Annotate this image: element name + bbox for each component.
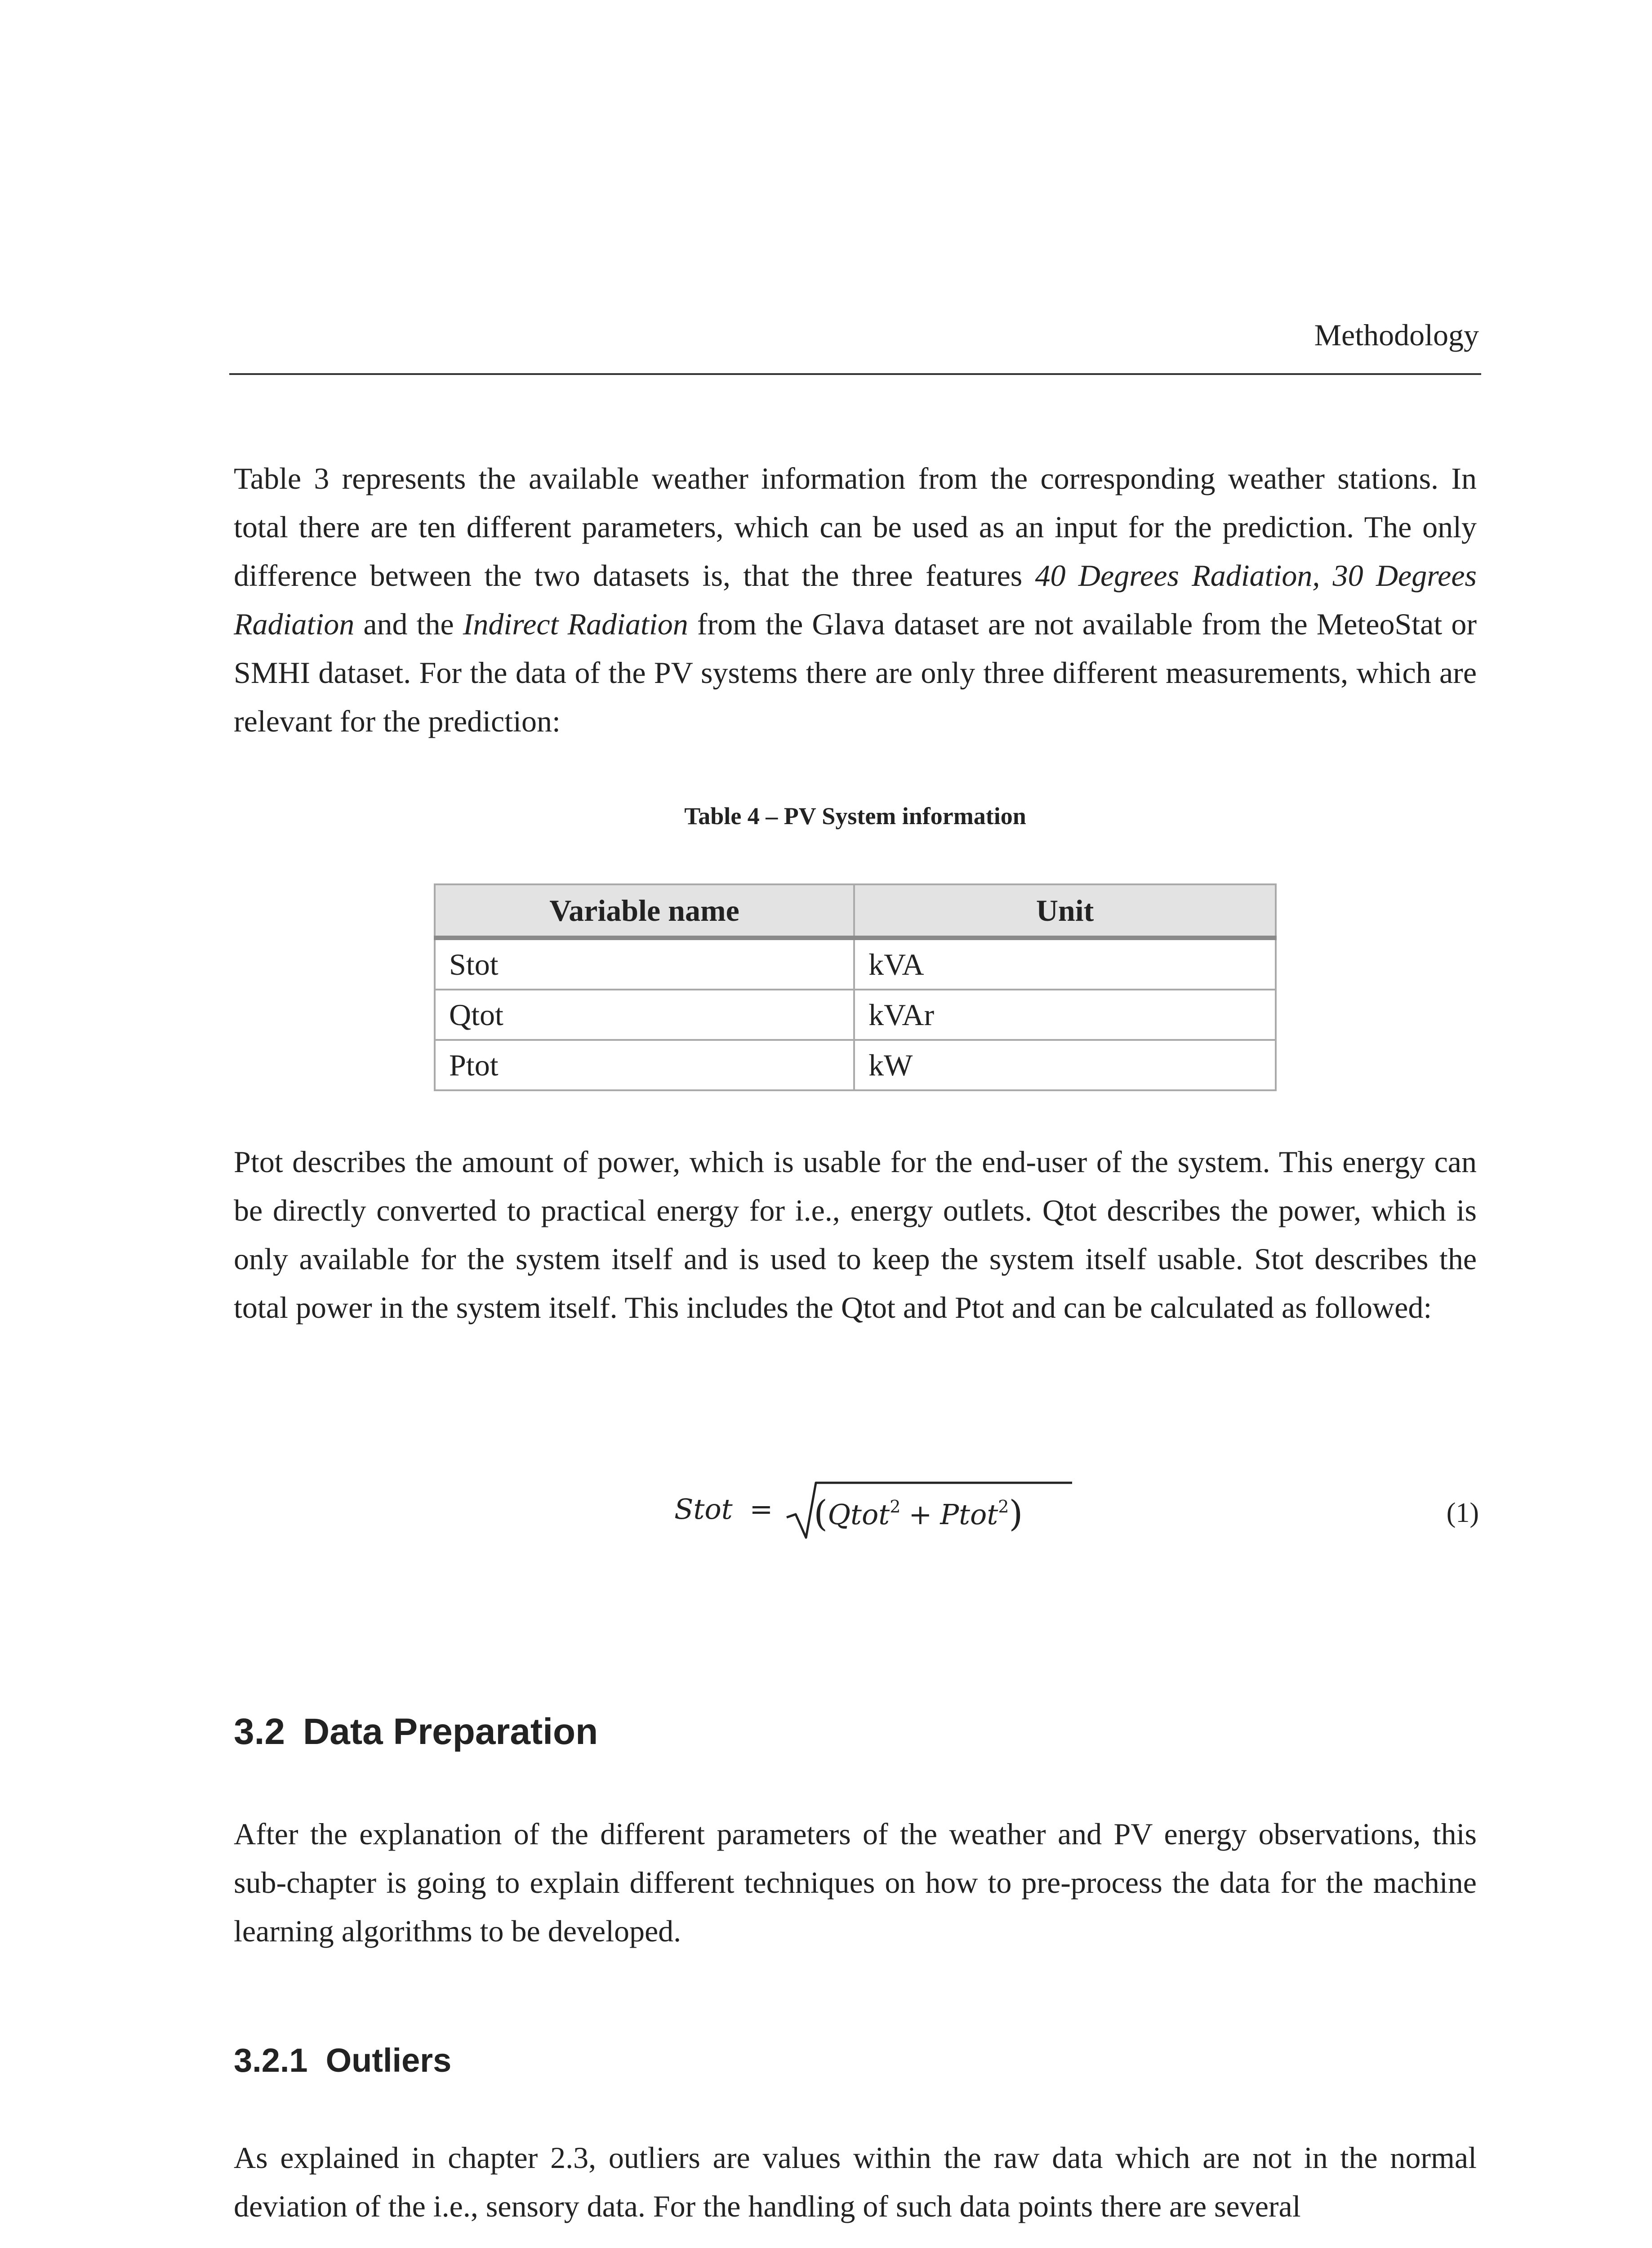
equation-term-ptot: Ptot	[940, 1498, 998, 1531]
running-header: Methodology	[1314, 318, 1479, 352]
section-number: 3.2	[234, 1711, 285, 1752]
equation-lhs	[674, 1493, 781, 1525]
close-parenthesis: )	[1009, 1493, 1023, 1534]
equation-lhs-variable: Stot	[674, 1493, 733, 1525]
table-header-row	[435, 884, 1276, 938]
equation-exponent: 2	[890, 1497, 901, 1517]
italic-feature-names: 40 Degrees Radiation, 30 Degrees Radiation	[234, 558, 1477, 641]
header-rule	[229, 373, 1481, 375]
paragraph-data-preparation: After the explanation of the different parameters of the weather and PV energy observations, this sub-chapter is going to explain different techniques on how to pre-process the data for the machine learning algorithms to be developed.	[234, 1817, 1477, 1948]
table-cell-unit: kVA	[854, 938, 1276, 990]
open-parenthesis: (	[814, 1493, 828, 1534]
subsection-number: 3.2.1	[234, 2042, 308, 2079]
table-cell-variable: Stot	[435, 938, 854, 990]
subsection-heading	[234, 2041, 451, 2079]
column-header-variable-name: Variable name	[435, 884, 854, 938]
table-row	[435, 1040, 1276, 1090]
section-heading	[234, 1711, 598, 1753]
equation-exponent: 2	[998, 1497, 1009, 1517]
pv-system-table	[434, 883, 1277, 1091]
equation-equals-sign: =	[749, 1493, 773, 1525]
table-row	[435, 938, 1276, 990]
paragraph-text: Table 3 represents the available weather information from the corresponding weather stations. In total there are ten different parameters, which can be used as an input for the prediction. The only difference between the two datasets is, that the three features	[234, 461, 1477, 593]
italic-indirect-radiation: Indirect Radiation	[463, 607, 688, 641]
equation-plus-sign: +	[908, 1498, 932, 1531]
equation-number: (1)	[1446, 1498, 1479, 1528]
equation-radicand	[814, 1493, 1023, 1534]
paragraph-outliers: As explained in chapter 2.3, outliers are values within the raw data which are not in the normal deviation of the i.e., sensory data. For the handling of such data points there are several	[234, 2141, 1477, 2223]
table-cell-variable: Qtot	[435, 990, 854, 1040]
paragraph-weather-parameters	[234, 454, 1477, 745]
section-title: Data Preparation	[303, 1711, 598, 1752]
table-caption: Table 4 – PV System information	[684, 803, 1026, 830]
table-cell-variable: Ptot	[435, 1040, 854, 1090]
column-header-unit: Unit	[854, 884, 1276, 938]
paragraph-text: from the Glava dataset are not available from the MeteoStat or SMHI dataset. For the data of the PV systems there are only three different measurements, which are relevant for the prediction:	[234, 607, 1477, 738]
paragraph-power-definitions: Ptot describes the amount of power, which is usable for the end-user of the system. This energy can be directly converted to practical energy for i.e., energy outlets. Qtot describes the power, which is only available for the system itself and is used to keep the system itself usable. Stot describes the total power in the system itself. This includes the Qtot and Ptot and can be calculated as followed:	[234, 1145, 1477, 1325]
subsection-title: Outliers	[325, 2042, 452, 2079]
table-cell-unit: kW	[854, 1040, 1276, 1090]
table-cell-unit: kVAr	[854, 990, 1276, 1040]
paragraph-text: and the	[354, 607, 463, 641]
equation-term-qtot: Qtot	[828, 1498, 890, 1531]
table-row	[435, 990, 1276, 1040]
